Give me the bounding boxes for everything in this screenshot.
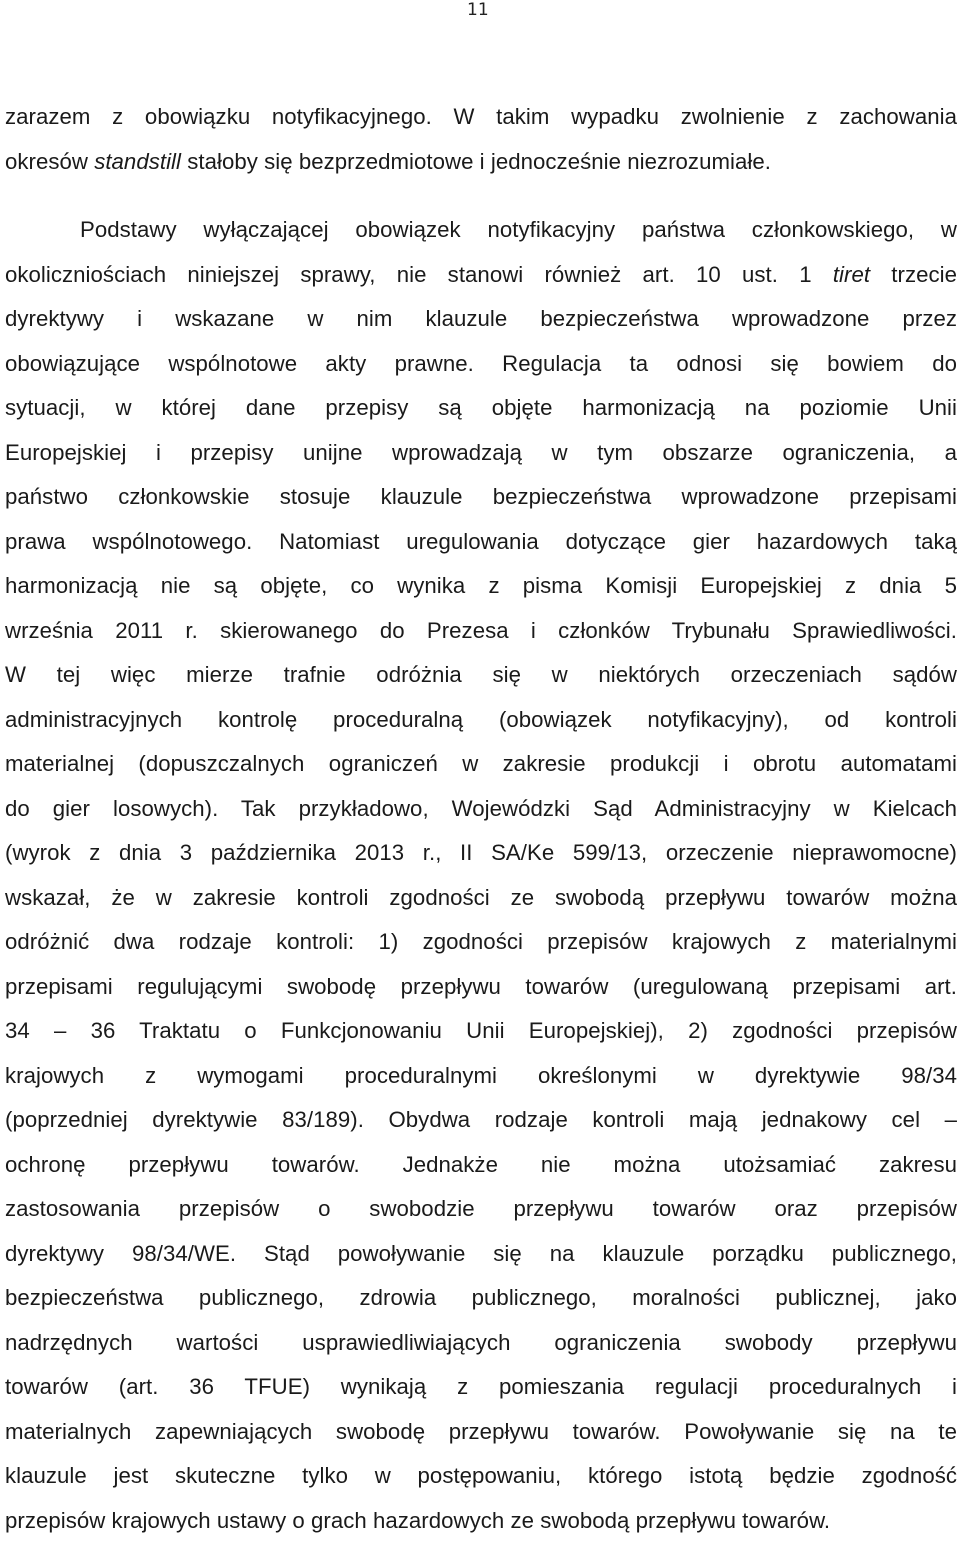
text-segment: września 2011 r. skierowanego do Prezesa i członków Trybunału Sprawiedliwości. (5, 618, 957, 643)
text-line (5, 742, 957, 787)
text-segment: materialnych zapewniających swobodę przepływu towarów. Powoływanie się na te (5, 1419, 957, 1444)
text-line (5, 653, 957, 698)
text-segment: stałoby się bezprzedmiotowe i jednocześnie niezrozumiałe. (181, 149, 771, 174)
text-line (5, 1321, 957, 1366)
text-line (5, 787, 957, 832)
text-segment: do gier losowych). Tak przykładowo, Wojewódzki Sąd Administracyjny w Kielcach (5, 796, 957, 821)
text-segment: przepisów krajowych ustawy o grach hazardowych ze swobodą przepływu towarów. (5, 1508, 830, 1533)
text-segment: odróżnić dwa rodzaje kontroli: 1) zgodności przepisów krajowych z materialnymi (5, 929, 957, 954)
text-segment: państwo członkowskie stosuje klauzule bezpieczeństwa wprowadzone przepisami (5, 484, 957, 509)
text-line (5, 253, 957, 298)
text-segment: dyrektywy 98/34/WE. Stąd powoływanie się na klauzule porządku publicznego, (5, 1241, 957, 1266)
text-segment: 34 – 36 Traktatu o Funkcjonowaniu Unii Europejskiej), 2) zgodności przepisów (5, 1018, 957, 1043)
text-segment: trzecie (870, 262, 957, 287)
text-segment: okoliczniościach niniejszej sprawy, nie stanowi również art. 10 ust. 1 (5, 262, 833, 287)
text-segment: dyrektywy i wskazane w nim klauzule bezpieczeństwa wprowadzone przez (5, 306, 957, 331)
text-line (5, 609, 957, 654)
text-line (5, 140, 957, 185)
text-line (5, 386, 957, 431)
text-line (5, 1187, 957, 1232)
text-segment: administracyjnych kontrolę proceduralną (obowiązek notyfikacyjny), od kontroli (5, 707, 957, 732)
text-segment: prawa wspólnotowego. Natomiast uregulowania dotyczące gier hazardowych taką (5, 529, 957, 554)
text-segment: materialnej (dopuszczalnych ograniczeń w zakresie produkcji i obrotu automatami (5, 751, 957, 776)
text-segment: (wyrok z dnia 3 października 2013 r., II SA/Ke 599/13, orzeczenie nieprawomocne) (5, 840, 957, 865)
paragraph-gap (5, 184, 957, 208)
text-line (5, 1054, 957, 1099)
text-line (5, 1009, 957, 1054)
text-line (5, 1232, 957, 1277)
text-segment: zastosowania przepisów o swobodzie przepływu towarów oraz przepisów (5, 1196, 957, 1221)
text-line (5, 876, 957, 921)
text-segment: krajowych z wymogami proceduralnymi określonymi w dyrektywie 98/34 (5, 1063, 957, 1088)
text-segment: przepisami regulującymi swobodę przepływu towarów (uregulowaną przepisami art. (5, 974, 957, 999)
text-segment: towarów (art. 36 TFUE) wynikają z pomieszania regulacji proceduralnych i (5, 1374, 957, 1399)
paragraph (5, 208, 957, 1543)
text-line (5, 95, 957, 140)
text-line (5, 475, 957, 520)
text-line (5, 698, 957, 743)
text-line (5, 920, 957, 965)
text-line (5, 1454, 957, 1499)
text-segment: nadrzędnych wartości usprawiedliwiających ograniczenia swobody przepływu (5, 1330, 957, 1355)
paragraph (5, 95, 957, 184)
text-segment: sytuacji, w której dane przepisy są objęte harmonizacją na poziomie Unii (5, 395, 957, 420)
document-body (5, 95, 957, 1543)
text-line (5, 1499, 957, 1543)
text-segment: Europejskiej i przepisy unijne wprowadzają w tym obszarze ograniczenia, a (5, 440, 957, 465)
text-segment: bezpieczeństwa publicznego, zdrowia publicznego, moralności publicznej, jako (5, 1285, 957, 1310)
text-segment: Podstawy wyłączającej obowiązek notyfikacyjny państwa członkowskiego, w (80, 217, 957, 242)
text-segment: harmonizacją nie są objęte, co wynika z pisma Komisji Europejskiej z dnia 5 (5, 573, 957, 598)
text-line (5, 342, 957, 387)
text-line (5, 431, 957, 476)
text-line (5, 1098, 957, 1143)
text-line (5, 1365, 957, 1410)
text-line (5, 208, 957, 253)
text-line (5, 831, 957, 876)
italic-text: standstill (94, 149, 181, 174)
text-segment: ochronę przepływu towarów. Jednakże nie można utożsamiać zakresu (5, 1152, 957, 1177)
text-segment: okresów (5, 149, 94, 174)
text-line (5, 520, 957, 565)
page-number: 11 (467, 0, 489, 20)
text-segment: klauzule jest skuteczne tylko w postępowaniu, którego istotą będzie zgodność (5, 1463, 957, 1488)
text-line (5, 564, 957, 609)
text-segment: zarazem z obowiązku notyfikacyjnego. W takim wypadku zwolnienie z zachowania (5, 104, 957, 129)
text-line (5, 1143, 957, 1188)
text-segment: obowiązujące wspólnotowe akty prawne. Regulacja ta odnosi się bowiem do (5, 351, 957, 376)
text-segment: wskazał, że w zakresie kontroli zgodności ze swobodą przepływu towarów można (5, 885, 957, 910)
text-line (5, 297, 957, 342)
text-line (5, 1276, 957, 1321)
text-segment: W tej więc mierze trafnie odróżnia się w niektórych orzeczeniach sądów (5, 662, 957, 687)
text-segment: (poprzedniej dyrektywie 83/189). Obydwa rodzaje kontroli mają jednakowy cel – (5, 1107, 957, 1132)
text-line (5, 1410, 957, 1455)
italic-text: tiret (833, 262, 870, 287)
text-line (5, 965, 957, 1010)
